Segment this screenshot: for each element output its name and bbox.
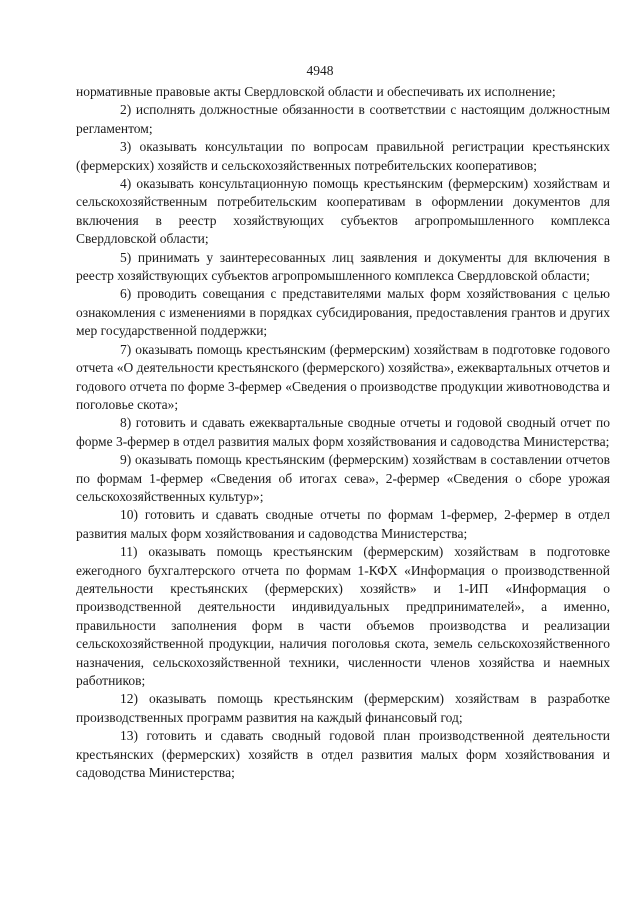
page-number: 4948 <box>306 63 334 78</box>
paragraph: 12) оказывать помощь крестьянским (фермерским) хозяйствам в разработке производственных программ развития на каждый финансовый год; <box>76 691 610 725</box>
paragraph: 6) проводить совещания с представителями малых форм хозяйствования с целью ознакомления с изменениями в порядках субсидирования, предоставления грантов и других мер государственной поддержки; <box>76 286 610 339</box>
paragraph: 3) оказывать консультации по вопросам правильной регистрации крестьянских (фермерских) хозяйств и сельскохозяйственных потребительских кооперативов; <box>76 139 610 173</box>
paragraph: 5) принимать у заинтересованных лиц заявления и документы для включения в реестр хозяйствующих субъектов агропромышленного комплекса Свердловской области; <box>76 249 610 284</box>
paragraph: 2) исполнять должностные обязанности в соответствии с настоящим должностным регламентом; <box>76 102 610 136</box>
paragraph: 11) оказывать помощь крестьянским (фермерским) хозяйствам в подготовке ежегодного бухгалтерского отчета по формам 1-КФХ «Информация о производственной деятельности крестьянских (фермерских) хозяйств» и 1-ИП «Информация о производственной деятельности индивидуальных предпринимателей», а именно, правильности заполнения форм в части объемов производства и реализации сельскохозяйственной продукции, наличия поголовья скота, земель сельскохозяйственного назначения, сельскохозяйственной техники, численности членов хозяйства и наемных работников; <box>76 544 610 688</box>
paragraph: 10) готовить и сдавать сводные отчеты по формам 1-фермер, 2-фермер в отдел развития малых форм хозяйствования и садоводства Министерства; <box>76 507 610 541</box>
body-text <box>76 83 610 782</box>
paragraph: 13) готовить и сдавать сводный годовой план производственной деятельности крестьянских (фермерских) хозяйств в отдел развития малых форм хозяйствования и садоводства Министерства; <box>76 728 610 781</box>
paragraph: 8) готовить и сдавать ежеквартальные сводные отчеты и годовой сводный отчет по форме 3-фермер в отдел развития малых форм хозяйствования и садоводства Министерства; <box>76 415 610 449</box>
paragraph: нормативные правовые акты Свердловской области и обеспечивать их исполнение; <box>76 84 556 99</box>
paragraph: 9) оказывать помощь крестьянским (фермерским) хозяйствам в составлении отчетов по формам 1-фермер «Сведения об итогах сева», 2-фермер «Сведения о сборе урожая сельскохозяйственных культур»; <box>76 452 610 504</box>
paragraph: 4) оказывать консультационную помощь крестьянским (фермерским) хозяйствам и сельскохозяйственным потребительским кооперативам в оформлении документов для включения в реестр хозяйствующих субъектов агропромышленного комплекса Свердловской области; <box>76 176 610 247</box>
paragraph: 7) оказывать помощь крестьянским (фермерским) хозяйствам в подготовке годового отчета «О деятельности крестьянского (фермерского) хозяйства», ежеквартальных отчетов и годового отчета по форме 3-фермер «Сведения о производстве продукции животноводства и поголовье скота»; <box>76 341 610 412</box>
